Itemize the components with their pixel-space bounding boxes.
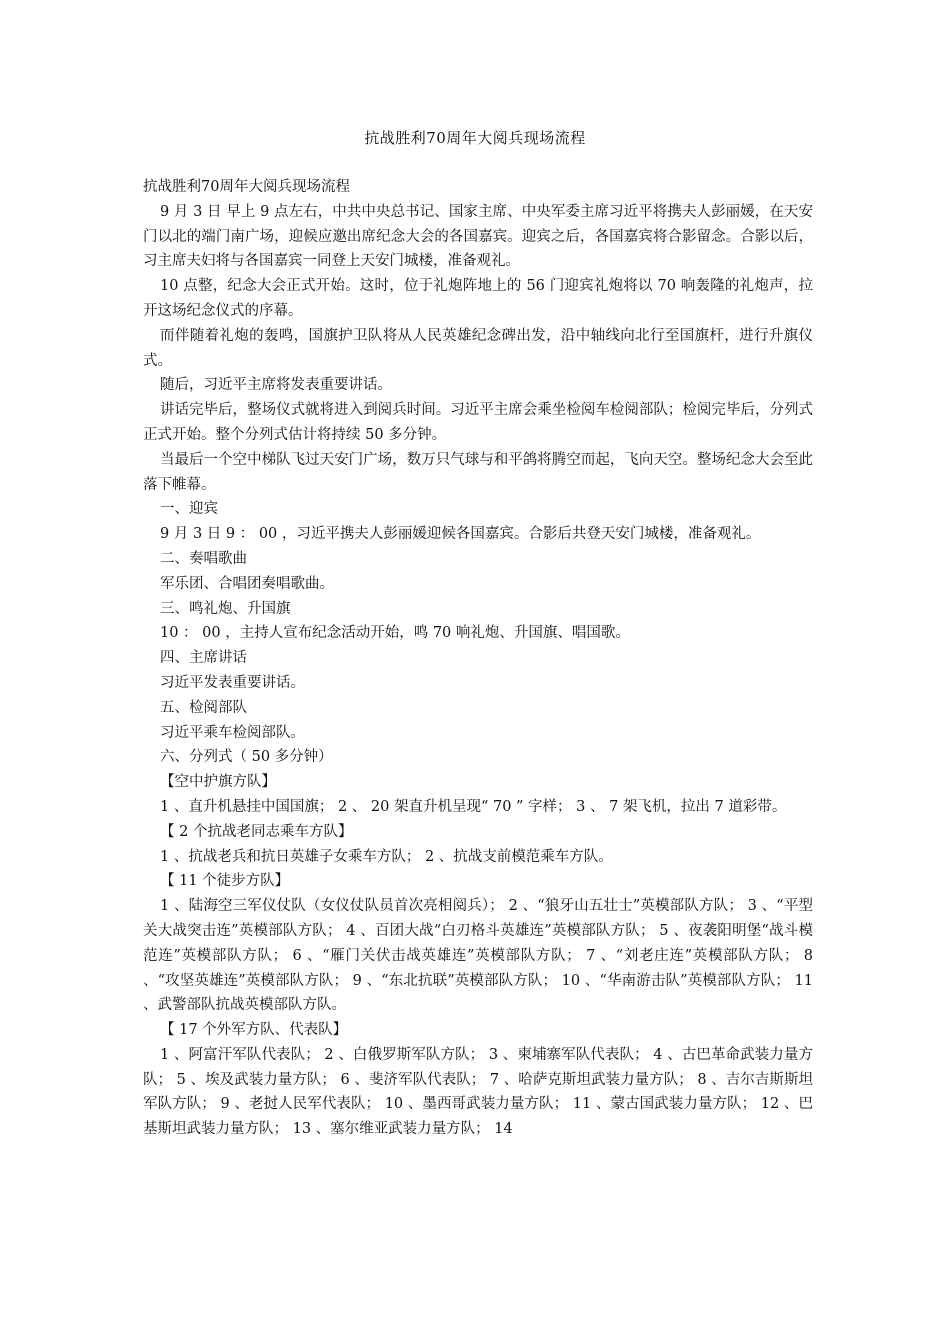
- section-heading-review: 五、检阅部队: [160, 699, 247, 716]
- document-title: 抗战胜利70周年大阅兵现场流程: [364, 129, 586, 147]
- paragraph-review: 讲话完毕后，整场仪式就将进入到阅兵时间。习近平主席会乘坐检阅车检阅部队；检阅完毕后，分列式正式开始。整个分列式估计将持续 50 多分钟。: [143, 402, 813, 443]
- section-text-songs: 军乐团、合唱团奏唱歌曲。: [160, 575, 334, 592]
- section-text-speech: 习近平发表重要讲话。: [160, 674, 305, 691]
- section-heading-parade: 六、分列式（ 50 多分钟）: [160, 749, 333, 766]
- section-text-review: 习近平乘车检阅部队。: [160, 724, 305, 741]
- paragraph-flag-raising: 而伴随着礼炮的轰鸣，国旗护卫队将从人民英雄纪念碑出发，沿中轴线向北行至国旗杆，进行升旗仪式。: [143, 327, 813, 369]
- group-text-veterans: 1 、抗战老兵和抗日英雄子女乘车方队； 2 、抗战支前模范乘车方队。: [160, 848, 613, 865]
- group-heading-veterans: 【 2 个抗战老同志乘车方队】: [160, 823, 353, 840]
- paragraph-speech: 随后，习近平主席将发表重要讲话。: [160, 377, 392, 394]
- section-heading-songs: 二、奏唱歌曲: [160, 550, 247, 567]
- body-heading: 抗战胜利70周年大阅兵现场流程: [143, 179, 350, 195]
- section-heading-welcome: 一、迎宾: [160, 501, 218, 518]
- group-text-air-flag: 1 、直升机悬挂中国国旗； 2 、 20 架直升机呈现“ 70 ” 字样； 3 、 7 架飞机，拉出 7 道彩带。: [160, 798, 787, 815]
- group-heading-air-flag: 【空中护旗方队】: [160, 774, 276, 791]
- document-body: [143, 175, 813, 1142]
- group-heading-foreign-troops: 【 17 个外军方队、代表队】: [160, 1022, 348, 1039]
- group-heading-foot-troops: 【 11 个徒步方队】: [160, 873, 290, 890]
- paragraph-closing: 当最后一个空中梯队飞过天安门广场，数万只气球与和平鸽将腾空而起，飞向天空。整场纪念大会至此落下帷幕。: [143, 451, 813, 493]
- paragraph-ceremony-start: 10 点整，纪念大会正式开始。这时，位于礼炮阵地上的 56 门迎宾礼炮将以 70 响轰隆的礼炮声，拉开这场纪念仪式的序幕。: [143, 278, 813, 319]
- section-text-salute: 10 ： 00 ，主持人宣布纪念活动开始，鸣 70 响礼炮、升国旗、唱国歌。: [160, 625, 630, 642]
- paragraph-welcome: 9 月 3 日 早上 9 点左右，中共中央总书记、国家主席、中央军委主席习近平将携夫人彭丽媛，在天安门以北的端门南广场，迎候应邀出席纪念大会的各国嘉宾。迎宾之后，各国嘉宾将合影留念。合影以后，习主席夫妇将与各国嘉宾一同登上天安门城楼，准备观礼。: [143, 203, 813, 270]
- section-heading-speech: 四、主席讲话: [160, 650, 247, 667]
- section-text-welcome: 9 月 3 日 9 ： 00 ，习近平携夫人彭丽媛迎候各国嘉宾。合影后共登天安门城楼，准备观礼。: [160, 526, 761, 543]
- group-text-foot-troops: 1 、陆海空三军仪仗队（女仪仗队员首次亮相阅兵）； 2 、“狼牙山五壮士”英模部队方队； 3 、“平型关大战突击连”英模部队方队； 4 、百团大战“白刃格斗英雄连”英模部队方队； 5 、夜袭阳明堡“战斗模范连”英模部队方队； 6 、“雁门关伏击战英雄连”英模部队方队； 7 、“刘老庄连”英模部队方队； 8 、“攻坚英雄连”英模部队方队； 9 、“东北抗联”英模部队方队； 10 、“华南游击队”英模部队方队； 11 、武警部队抗战英模部队方队。: [143, 898, 813, 1014]
- group-text-foreign-troops: 1 、阿富汗军队代表队； 2 、白俄罗斯军队方队； 3 、柬埔寨军队代表队； 4 、古巴革命武装力量方队； 5 、埃及武装力量方队； 6 、斐济军队代表队； 7 、哈萨克斯坦武装力量方队； 8 、吉尔吉斯斯坦军队方队； 9 、老挝人民军代表队； 10 、墨西哥武装力量方队； 11 、蒙古国武装力量方队； 12 、巴基斯坦武装力量方队； 13 、塞尔维亚武装力量方队； 14: [143, 1046, 813, 1138]
- section-heading-salute: 三、鸣礼炮、升国旗: [160, 600, 291, 617]
